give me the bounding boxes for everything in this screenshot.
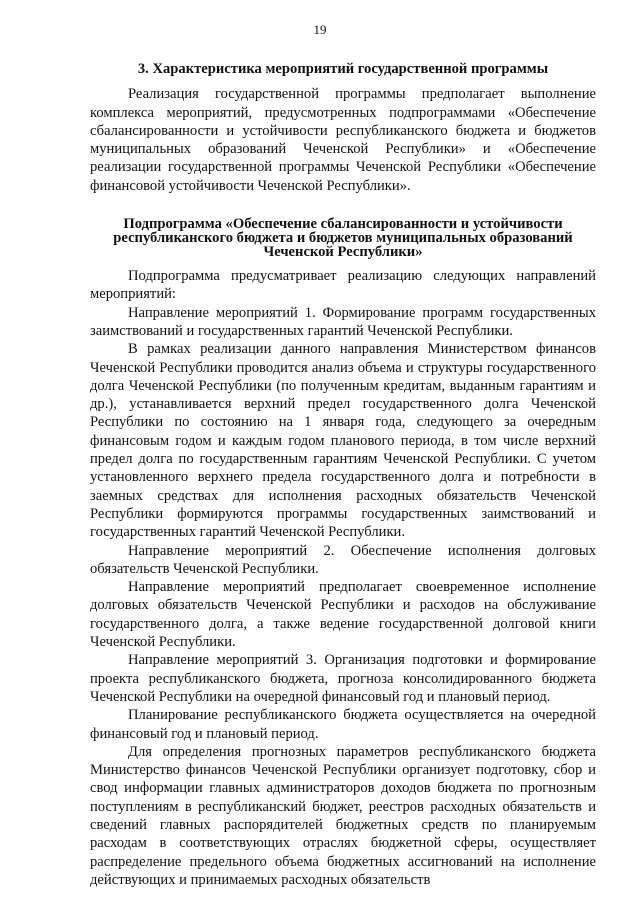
body-paragraph: Для определения прогнозных параметров республиканского бюджета Министерство финансов Чеченской Республики организует подготовку, сбор и свод информации главных администраторов доходов бюджета по прогнозным поступлениям в республиканский бюджет, реестров расходных обязательств и сведений главных распорядителей бюджетных средств по планируемым расходам в соответствующих отраслях бюджетной сферы, осуществляет распределение предельного объема бюджетных ассигнований на исполнение действующих и принимаемых расходных обязательств	[90, 743, 596, 888]
body-paragraph: Направление мероприятий 3. Организация подготовки и формирование проекта республиканского бюджета, прогноза консолидированного бюджета Чеченской Республики на очередной финансовый год и плановый период.	[90, 652, 596, 705]
page-number: 19	[313, 22, 327, 37]
page-content	[90, 60, 596, 889]
section-heading: 3. Характеристика мероприятий государственной программы	[137, 61, 549, 77]
body-paragraph: Направление мероприятий 1. Формирование программ государственных заимствований и государственных гарантий Чеченской Республики.	[90, 304, 596, 339]
subprogram-heading: Подпрограмма «Обеспечение сбалансированности и устойчивости республиканского бюджета и бюджетов муниципальных образований Чеченской Республики»	[113, 216, 573, 261]
body-paragraph: Планирование республиканского бюджета осуществляется на очередной финансовый год и плановый период.	[90, 707, 596, 742]
body-paragraph: Подпрограмма предусматривает реализацию следующих направлений мероприятий:	[90, 268, 596, 303]
body-paragraph: Направление мероприятий 2. Обеспечение исполнения долговых обязательств Чеченской Республики.	[90, 542, 596, 577]
body-paragraph: В рамках реализации данного направления Министерством финансов Чеченской Республики проводится анализ объема и структуры государственного долга Чеченской Республики (по полученным кредитам, выданным гарантиям и др.), устанавливается верхний предел государственного долга Чеченской Республики по состоянию на 1 января года, следующего за очередным финансовым годом и каждым годом планового периода, в том числе верхний предел долга по государственным гарантиям Чеченской Республики. С учетом установленного верхнего предела государственного долга и потребности в заемных средствах для исполнения расходных обязательств Чеченской Республики формируются программы государственных заимствований и государственных гарантий Чеченской Республики.	[90, 341, 596, 541]
section-intro-paragraph: Реализация государственной программы предполагает выполнение комплекса мероприятий, предусмотренных подпрограммами «Обеспечение сбалансированности и устойчивости республиканского бюджета и бюджетов муниципальных образований Чеченской Республики» и «Обеспечение реализации государственной программы Чеченской Республики «Обеспечение финансовой устойчивости Чеченской Республики».	[90, 86, 596, 194]
body-paragraph: Направление мероприятий предполагает своевременное исполнение долговых обязательств Чеченской Республики и расходов на обслуживание государственного долга, а также ведение государственной долговой книги Чеченской Республики.	[90, 579, 596, 651]
